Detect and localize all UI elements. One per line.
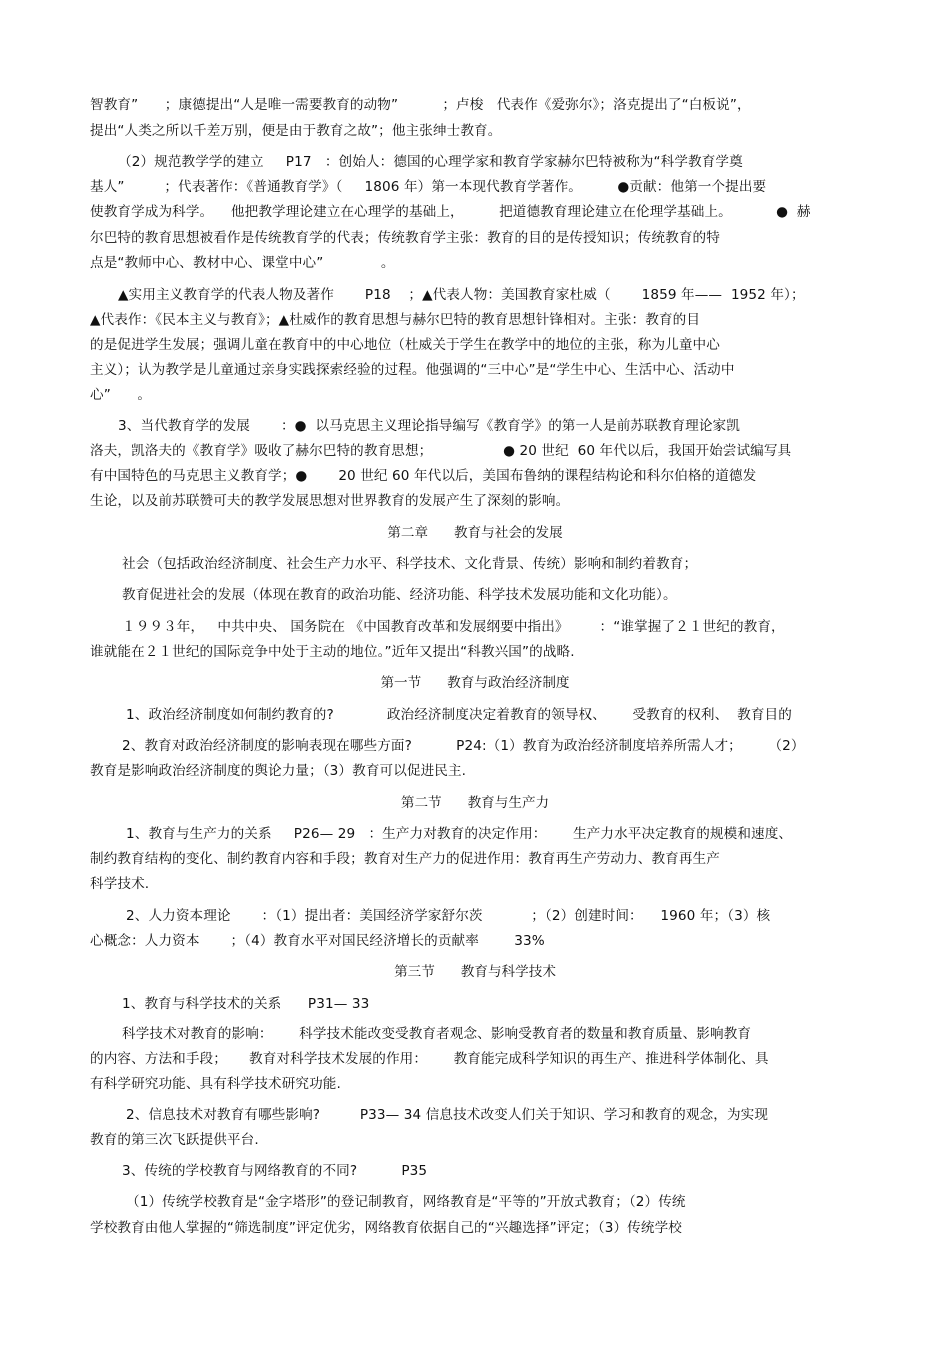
paragraph-line: 基人” ；代表著作：《普通教育学》（ 1806 年）第一本现代教育学著作。 ●贡献：他第一个提出要	[90, 179, 767, 195]
paragraph-line: 使教育学成为科学。 他把教学理论建立在心理学的基础上， 把道德教育理论建立在伦理学基础上。 ● 赫	[90, 204, 811, 220]
paragraph-line: 的是促进学生发展；强调儿童在教育中的中心地位（杜威关于学生在教学中的地位的主张，称为儿童中心	[90, 337, 720, 353]
paragraph-line: 心” 。	[90, 387, 152, 403]
paragraph-line: 1、教育与科学技术的关系 P31— 33	[122, 996, 370, 1012]
paragraph-line: （2）规范教学学的建立 P17 ：创始人：德国的心理学家和教育学家赫尔巴特被称为“科学教育学奠	[118, 154, 743, 170]
paragraph-line: 教育促进社会的发展（体现在教育的政治功能、经济功能、科学技术发展功能和文化功能）。	[122, 587, 677, 603]
paragraph-line: 尔巴特的教育思想被看作是传统教育学的代表；传统教育学主张：教育的目的是传授知识；传统教育的特	[90, 230, 720, 246]
paragraph-line: 2、信息技术对教育有哪些影响? P33— 34 信息技术改变人们关于知识、学习和教育的观念，为实现	[126, 1107, 769, 1123]
paragraph-line: 主义）；认为教学是儿童通过亲身实践探索经验的过程。他强调的“三中心”是“学生中心、生活中心、活动中	[90, 362, 735, 378]
paragraph-line: 1、教育与生产力的关系 P26— 29 ：生产力对教育的决定作用： 生产力水平决定教育的规模和速度、	[126, 826, 793, 842]
paragraph-line: 谁就能在２１世纪的国际竞争中处于主动的地位。”近年又提出“科教兴国”的战略.	[90, 644, 575, 660]
paragraph-line: 有中国特色的马克思主义教育学；● 20 世纪 60 年代以后，美国布鲁纳的课程结构论和科尔伯格的道德发	[90, 468, 757, 484]
paragraph-line: 3、当代教育学的发展 ：● 以马克思主义理论指导编写《教育学》的第一人是前苏联教育理论家凯	[118, 418, 740, 434]
paragraph-line: 3、传统的学校教育与网络教育的不同? P35	[122, 1163, 428, 1179]
paragraph-line: 点是“教师中心、教材中心、课堂中心” 。	[90, 255, 395, 271]
paragraph-line: ▲实用主义教育学的代表人物及著作 P18 ；▲代表人物：美国教育家杜威（ 1859 年—— 1952 年）；	[118, 287, 805, 303]
paragraph-line: （1）传统学校教育是“金字塔形”的登记制教育，网络教育是“平等的”开放式教育；（2）传统	[126, 1194, 686, 1210]
paragraph-line: 教育是影响政治经济制度的舆论力量；（3）教育可以促进民主.	[90, 763, 467, 779]
paragraph-line: 的内容、方法和手段； 教育对科学技术发展的作用： 教育能完成科学知识的再生产、推进科学体制化、具	[90, 1051, 769, 1067]
paragraph-line: 提出“人类之所以千差万别，便是由于教育之故”；他主张绅士教育。	[90, 123, 502, 139]
paragraph-line: 科学技术.	[90, 876, 150, 892]
section-heading: 第二节 教育与生产力	[400, 795, 550, 811]
paragraph-line: ▲代表作：《民本主义与教育》；▲杜威作的教育思想与赫尔巴特的教育思想针锋相对。主张：教育的目	[90, 312, 701, 328]
chapter-heading: 第二章 教育与社会的发展	[387, 525, 563, 541]
paragraph-line: 社会（包括政治经济制度、社会生产力水平、科学技术、文化背景、传统）影响和制约着教育；	[122, 556, 698, 572]
paragraph-line: 2、人力资本理论 ：（1）提出者：美国经济学家舒尔茨 ；（2）创建时间： 1960 年；（3）核	[126, 908, 771, 924]
paragraph-line: 2、教育对政治经济制度的影响表现在哪些方面? P24:（1）教育为政治经济制度培养所需人才； （2）	[122, 738, 805, 754]
paragraph-line: 有科学研究功能、具有科学技术研究功能.	[90, 1076, 341, 1092]
paragraph-line: １９９３年， 中共中央、 国务院在 《中国教育改革和发展纲要中指出》 ：“谁掌握了２１世纪的教育，	[122, 619, 785, 635]
paragraph-line: 心概念：人力资本 ；（4）教育水平对国民经济增长的贡献率 33%	[90, 933, 545, 949]
paragraph-line: 教育的第三次飞跃提供平台.	[90, 1132, 259, 1148]
section-heading: 第一节 教育与政治经济制度	[380, 675, 570, 691]
paragraph-line: 制约教育结构的变化、制约教育内容和手段；教育对生产力的促进作用：教育再生产劳动力、教育再生产	[90, 851, 720, 867]
paragraph-line: 1、政治经济制度如何制约教育的? 政治经济制度决定着教育的领导权、 受教育的权利、 教育目的	[126, 707, 792, 723]
paragraph-line: 科学技术对教育的影响： 科学技术能改变受教育者观念、影响受教育者的数量和教育质量、影响教育	[122, 1026, 752, 1042]
paragraph-line: 学校教育由他人掌握的“筛选制度”评定优劣，网络教育依据自己的“兴趣选择”评定；（3）传统学校	[90, 1220, 682, 1236]
paragraph-line: 生论，以及前苏联赞可夫的教学发展思想对世界教育的发展产生了深刻的影响。	[90, 493, 570, 509]
paragraph-line: 智教育” ；康德提出“人是唯一需要教育的动物” ；卢梭 代表作《爱弥尔》；洛克提出了“白板说”，	[90, 97, 751, 113]
paragraph-line: 洛夫，凯洛夫的《教育学》吸收了赫尔巴特的教育思想； ● 20 世纪 60 年代以后，我国开始尝试编写具	[90, 443, 792, 459]
section-heading: 第三节 教育与科学技术	[394, 964, 556, 980]
